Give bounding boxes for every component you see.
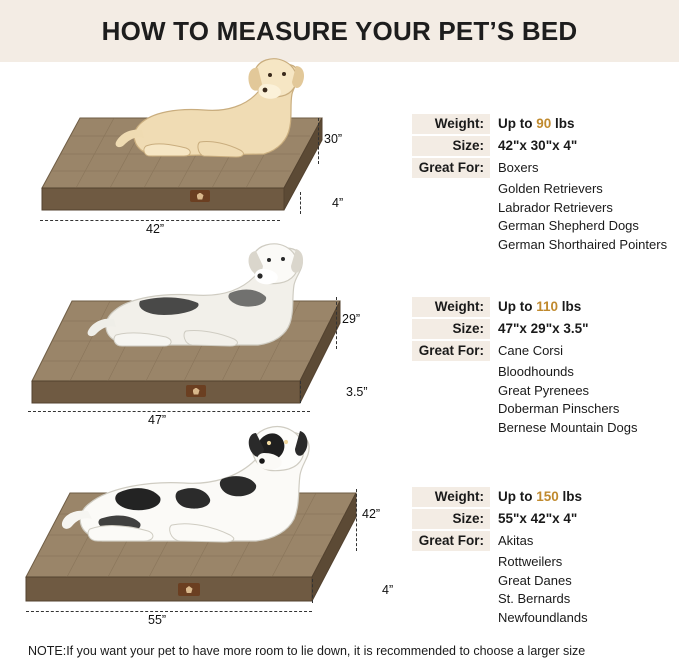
- spec-key-weight: Weight:: [412, 297, 490, 317]
- spec-row-greatfor-large: [412, 158, 679, 178]
- dim-height-label-large: 4”: [332, 196, 344, 210]
- dim-depth-label-xlarge: 29”: [342, 312, 361, 326]
- spec-row-weight-large: [412, 114, 679, 134]
- breed-item: Golden Retrievers: [498, 181, 603, 196]
- weight-prefix-large: Up to: [498, 116, 537, 131]
- spec-row-size-xxlarge: [412, 509, 679, 529]
- dog-image-large: [100, 50, 320, 170]
- size-section-large: [0, 62, 679, 252]
- spec-row-size-xlarge: [412, 319, 679, 339]
- brand-logo-patch-large: [190, 190, 210, 202]
- dog-image-xlarge: [80, 235, 330, 360]
- spec-value-size-large: 42"x 30"x 4": [498, 138, 578, 153]
- dim-width-label-xxlarge: 55”: [148, 613, 167, 627]
- dog-image-xxlarge: [60, 419, 340, 554]
- breed-item: Bloodhounds: [498, 364, 574, 379]
- spec-key-size: Size:: [412, 136, 490, 156]
- spec-row-size-large: [412, 136, 679, 156]
- dim-width-line-xxlarge: [26, 611, 312, 612]
- spec-row-greatfor-xxlarge: [412, 531, 679, 551]
- breed-list-large: [412, 180, 679, 254]
- spec-value-weight-large: [490, 114, 575, 134]
- page-title: HOW TO MEASURE YOUR PET’S BED: [101, 15, 578, 46]
- spec-key-weight: Weight:: [412, 487, 490, 507]
- dim-height-line-xxlarge: [312, 579, 313, 603]
- breed-item: Rottweilers: [498, 554, 563, 569]
- size-section-xxlarge: [0, 437, 679, 632]
- dim-height-line-large: [300, 192, 301, 214]
- dim-width-label-large: 42”: [146, 222, 165, 236]
- dim-height-line-xlarge: [300, 381, 301, 403]
- spec-key-size: Size:: [412, 319, 490, 339]
- dim-depth-line-xlarge: [336, 297, 337, 349]
- dim-width-label-xlarge: 47”: [148, 413, 167, 427]
- spec-row-weight-xxlarge: [412, 487, 679, 507]
- spec-panel-xlarge: [412, 297, 679, 437]
- breed-item: Great Pyrenees: [498, 382, 590, 398]
- weight-value-large: 90: [536, 116, 552, 131]
- weight-value-xlarge: 110: [536, 299, 559, 314]
- size-section-xlarge: [0, 247, 679, 437]
- weight-suffix-large: lbs: [551, 116, 575, 131]
- spec-value-weight-xlarge: [490, 297, 581, 317]
- brand-logo-patch-xlarge: [186, 385, 206, 397]
- breed-item: Doberman Pinschers: [498, 401, 620, 416]
- spec-key-size: Size:: [412, 509, 490, 529]
- dim-depth-label-large: 30”: [324, 132, 343, 146]
- spec-key-weight: Weight:: [412, 114, 490, 134]
- spec-key-greatfor: Great For:: [412, 341, 490, 361]
- footer-note-text: NOTE:If you want your pet to have more room to lie down, it is recommended to choose a larger size: [28, 644, 586, 658]
- breed-item: Great Danes: [498, 572, 572, 588]
- breed-item: German Shorthaired Pointers: [498, 236, 668, 252]
- breed-item: Boxers: [498, 160, 539, 175]
- dim-width-line-large: [40, 220, 280, 221]
- weight-suffix-xlarge: lbs: [558, 299, 582, 314]
- dim-height-label-xlarge: 3.5”: [346, 385, 368, 399]
- breed-list-xlarge: [412, 363, 679, 437]
- dim-depth-line-xxlarge: [356, 489, 357, 551]
- footer-note: [0, 638, 679, 668]
- weight-prefix-xxlarge: Up to: [498, 489, 537, 504]
- weight-value-xxlarge: 150: [536, 489, 559, 504]
- spec-key-greatfor: Great For:: [412, 158, 490, 178]
- brand-logo-patch-xxlarge: [178, 583, 200, 596]
- spec-panel-large: [412, 114, 679, 254]
- spec-value-size-xxlarge: 55"x 42"x 4": [498, 511, 578, 526]
- dim-height-label-xxlarge: 4”: [382, 583, 394, 597]
- spec-value-size-xlarge: 47"x 29"x 3.5": [498, 321, 589, 336]
- dim-depth-line-large: [318, 118, 319, 164]
- weight-prefix-xlarge: Up to: [498, 299, 537, 314]
- breed-list-xxlarge: [412, 553, 679, 627]
- weight-suffix-xxlarge: lbs: [558, 489, 583, 504]
- spec-key-greatfor: Great For:: [412, 531, 490, 551]
- breed-item: Labrador Retrievers: [498, 199, 613, 215]
- spec-row-weight-xlarge: [412, 297, 679, 317]
- dim-width-line-xlarge: [28, 411, 310, 412]
- spec-row-greatfor-xlarge: [412, 341, 679, 361]
- breed-item: Akitas: [498, 533, 534, 548]
- breed-item: Newfoundlands: [498, 609, 588, 625]
- breed-item: Cane Corsi: [498, 343, 564, 358]
- spec-value-weight-xxlarge: [490, 487, 582, 507]
- breed-item: German Shepherd Dogs: [498, 218, 639, 233]
- breed-item: Bernese Mountain Dogs: [498, 419, 638, 435]
- breed-item: St. Bernards: [498, 591, 571, 606]
- dim-depth-label-xxlarge: 42”: [362, 507, 381, 521]
- spec-panel-xxlarge: [412, 487, 679, 627]
